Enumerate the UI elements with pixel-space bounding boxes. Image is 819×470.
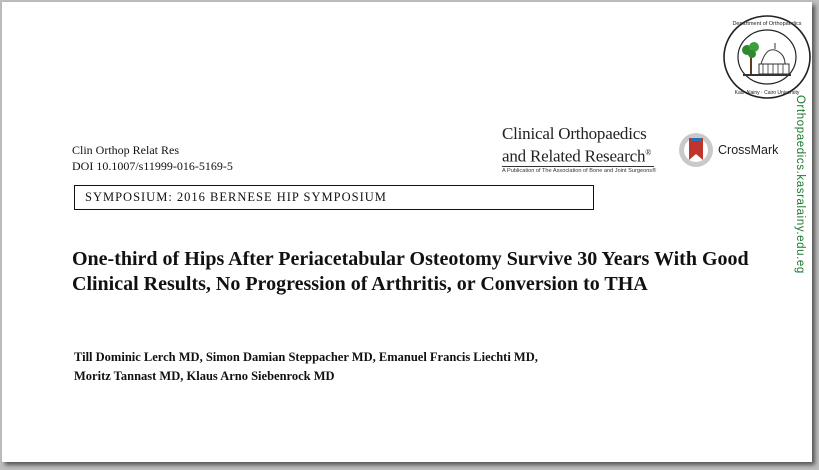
article-title: One-third of Hips After Periacetabular Osteotomy Survive 30 Years With Good Clinical Results, No Progression of Arthritis, or Conversion to THA [72, 248, 749, 295]
journal-logo-line2 [502, 143, 656, 166]
document-page [2, 2, 812, 462]
journal-logo-line2-text: and Related Research [502, 146, 646, 166]
citation-block [72, 142, 233, 174]
svg-text:Kasr Alainy · Cairo University: Kasr Alainy · Cairo University [734, 90, 800, 96]
authors-line-1: Till Dominic Lerch MD, Simon Damian Steppacher MD, Emanuel Francis Liechti MD, [74, 350, 538, 364]
symposium-label: SYMPOSIUM: 2016 BERNESE HIP SYMPOSIUM [85, 190, 387, 204]
registered-mark: ® [645, 148, 652, 157]
doi-text: DOI 10.1007/s11999-016-5169-5 [72, 159, 233, 173]
journal-logo-rule [502, 166, 654, 167]
journal-logo-line1: Clinical Orthopaedics [502, 124, 647, 143]
journal-logo-subtitle: A Publication of The Association of Bone and Joint Surgeons® [502, 167, 657, 174]
author-list [74, 348, 694, 386]
crossmark-label: CrossMark [718, 143, 779, 157]
crossmark-icon [678, 130, 714, 170]
watermark-side-text: Orthopaedics.kasralainy.edu.eg [794, 95, 806, 274]
journal-logo [502, 124, 656, 174]
authors-line-2: Moritz Tannast MD, Klaus Arno Siebenrock MD [74, 369, 335, 383]
svg-text:Department of Orthopaedics: Department of Orthopaedics [732, 21, 802, 27]
journal-abbreviation: Clin Orthop Relat Res [72, 143, 179, 157]
department-seal-logo [721, 14, 813, 105]
crossmark-badge[interactable] [678, 130, 778, 170]
symposium-banner [74, 185, 594, 210]
